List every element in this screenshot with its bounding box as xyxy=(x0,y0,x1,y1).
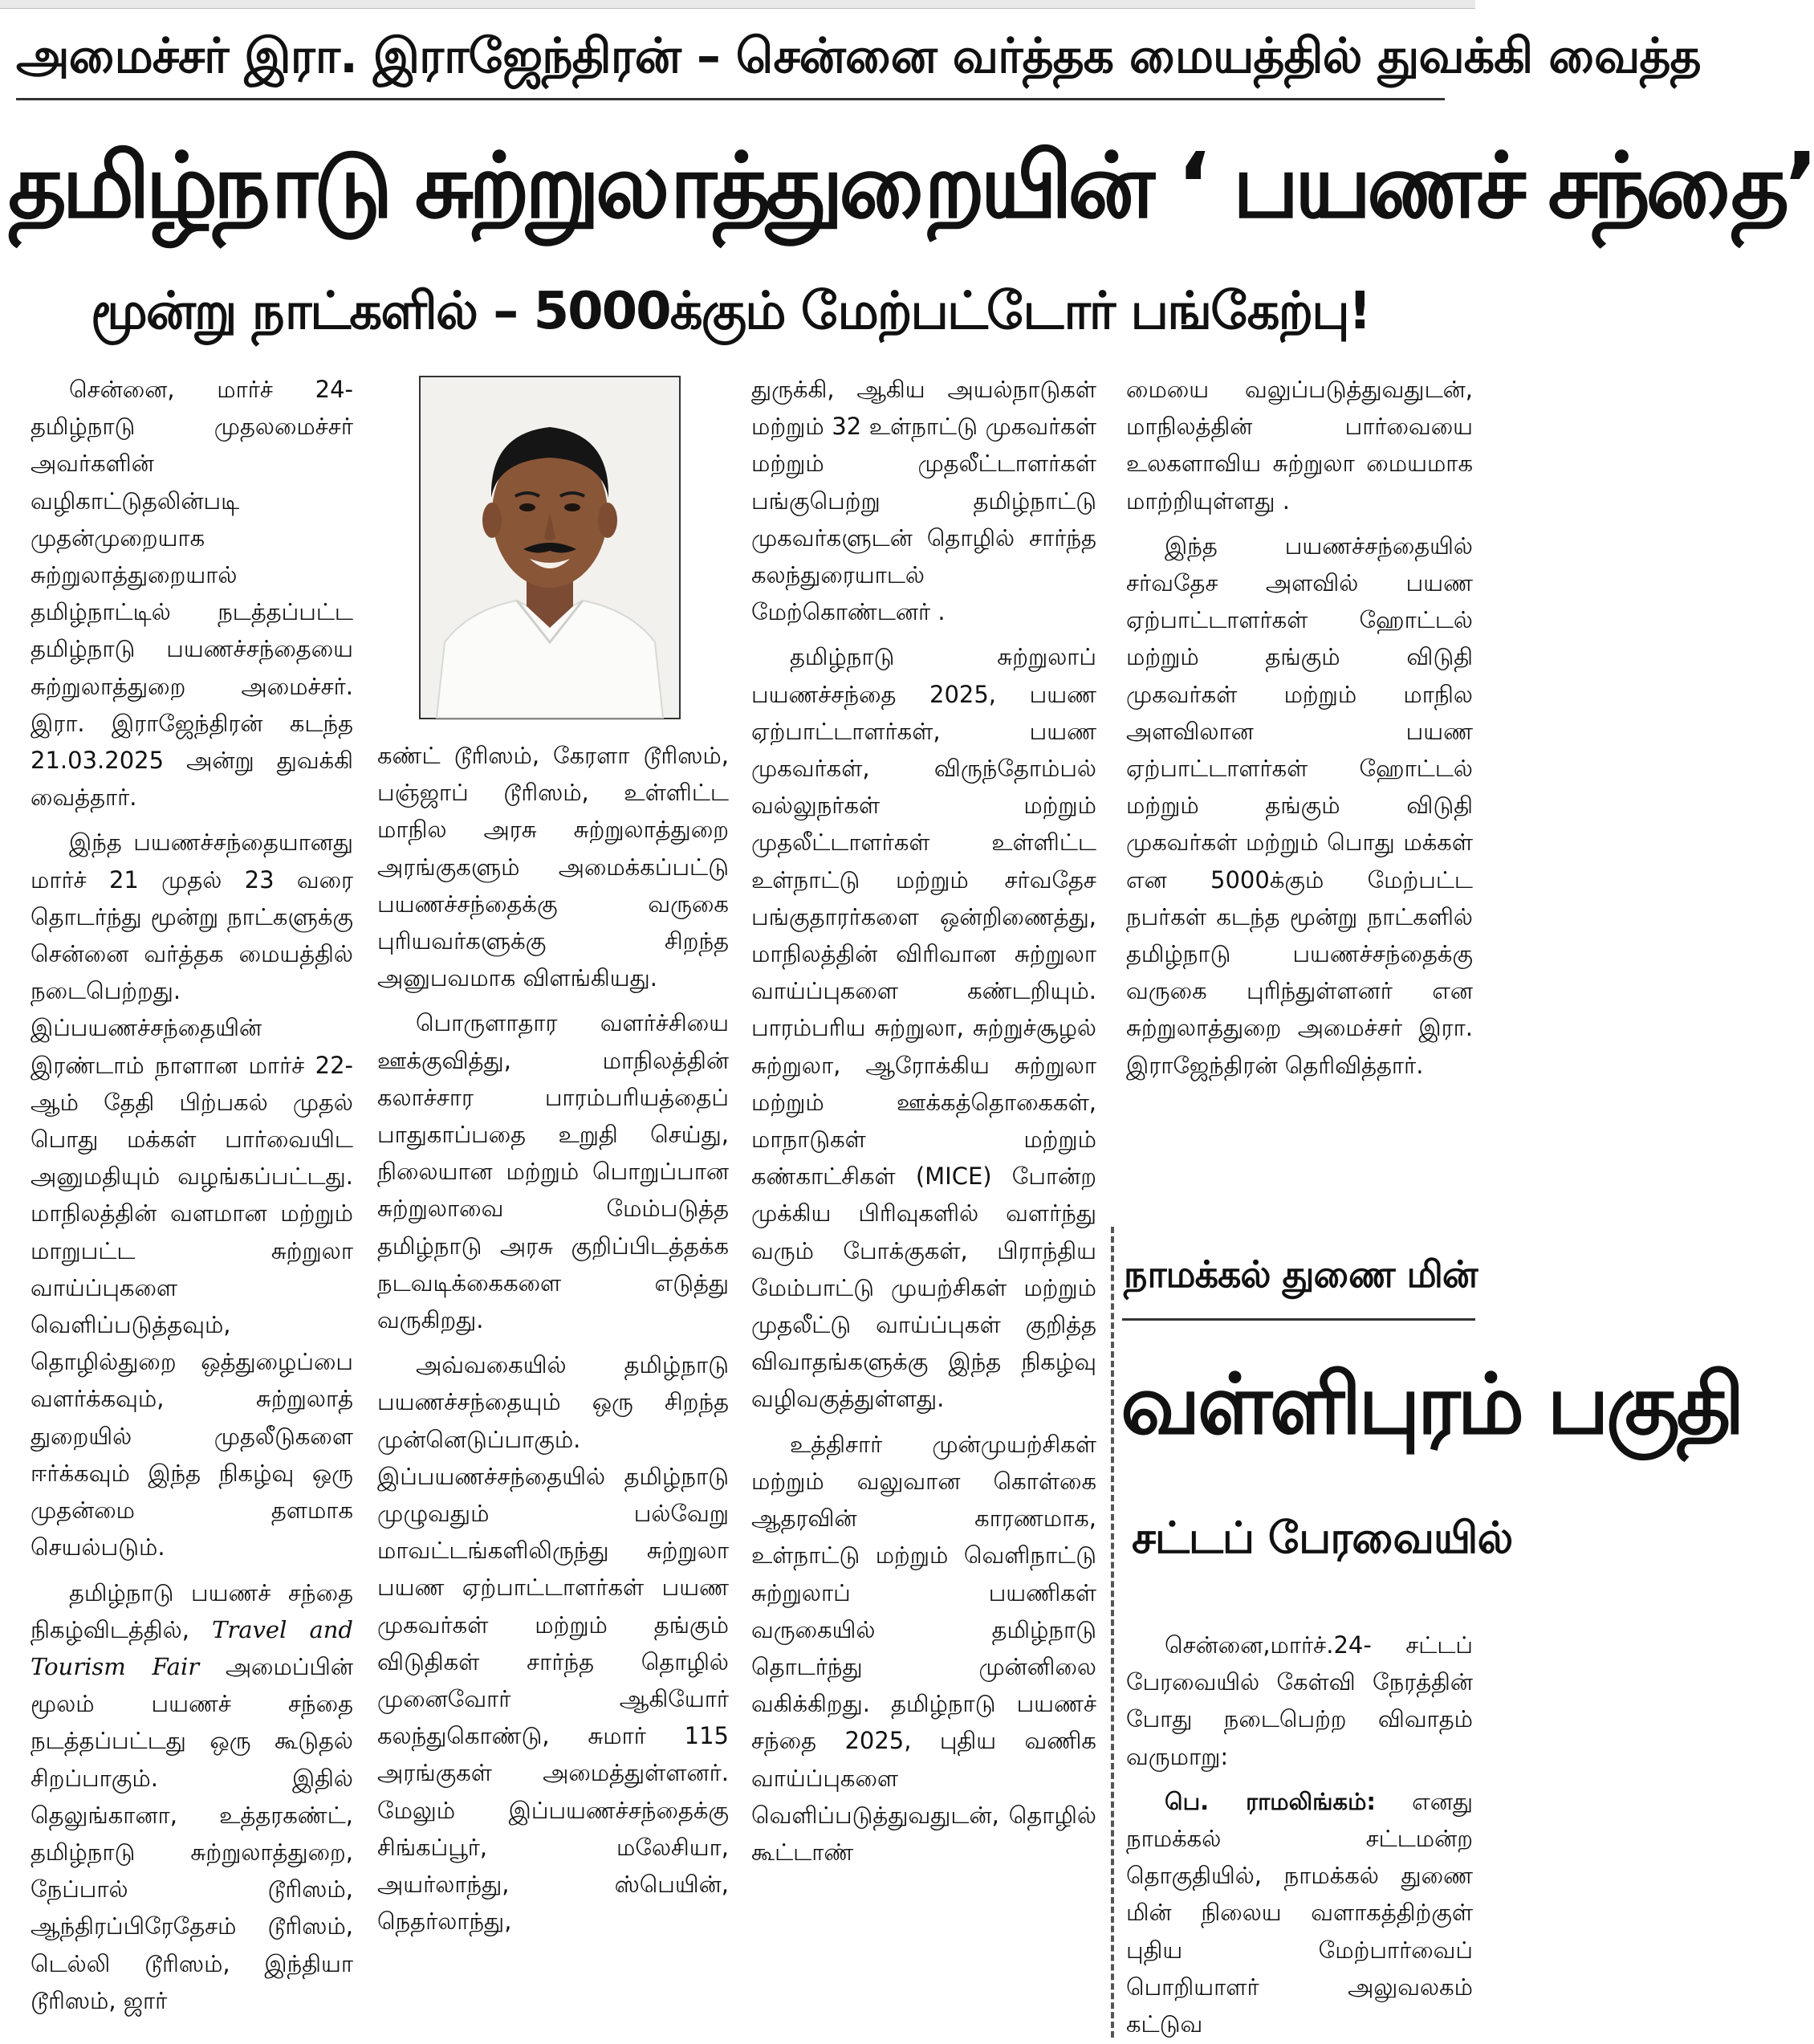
paragraph: கண்ட் டூரிஸம், கேரளா டூரிஸம், பஞ்ஜாப் டூரிஸம், உள்ளிட்ட மாநில அரசு சுற்றுலாத்துறை அரங்குகளும் அமைக்கப்பட்டு பயணச்சந்தைக்கு வருகை புரியவர்களுக்கு சிறந்த அனுபவமாக விளங்கியது. xyxy=(377,742,729,992)
kicker-headline: அமைச்சர் இரா. இராஜேந்திரன் – சென்னை வர்த்தக மையத்தில் துவக்கி வைத்த xyxy=(16,28,1701,84)
kicker-rule xyxy=(16,98,1445,100)
paragraph xyxy=(1126,1783,1473,2042)
sidebar-dashed-border xyxy=(1111,1227,1114,2038)
article-column-3 xyxy=(751,371,1096,1871)
sidebar-subheadline: சட்டப் பேரவையில் xyxy=(1132,1513,1513,1563)
main-headline: தமிழ்நாடு சுற்றுலாத்துறையின் ‘ பயணச் சந்தை’ xyxy=(8,134,1814,238)
article-column-1 xyxy=(31,371,353,2019)
subheadline: மூன்று நாட்களில் – 5000க்கும் மேற்பட்டோர் பங்கேற்பு! xyxy=(91,282,1370,341)
paragraph: சென்னை, மார்ச் 24- தமிழ்நாடு முதலமைச்சர் அவர்களின் வழிகாட்டுதலின்படி முதன்முறையாக சுற்றுலாத்துறையால் தமிழ்நாட்டில் நடத்தப்பட்ட தமிழ்நாடு பயணச்சந்தையை சுற்றுலாத்துறை அமைச்சர். இரா. இராஜேந்திரன் கடந்த 21.03.2025 அன்று துவக்கி வைத்தார். xyxy=(31,376,353,812)
sidebar-article xyxy=(1126,1627,1473,2042)
paragraph: சென்னை,மார்ச்.24- சட்டப் பேரவையில் கேள்வி நேரத்தின் போது நடைபெற்ற விவாதம் வருமாறு: xyxy=(1126,1631,1473,1770)
paragraph: உத்திசார் முன்முயற்சிகள் மற்றும் வலுவான கொள்கை ஆதரவின் காரணமாக, உள்நாட்டு மற்றும் வெளிநாட்டு சுற்றுலாப் பயணிகள் வருகையில் தமிழ்நாடு தொடர்ந்து முன்னிலை வகிக்கிறது. தமிழ்நாடு பயணச் சந்தை 2025, புதிய வணிக வாய்ப்புகளை வெளிப்படுத்துவதுடன், தொழில் கூட்டாண் xyxy=(751,1430,1096,1866)
paragraph: மையை வலுப்படுத்துவதுடன், மாநிலத்தின் பார்வையை உலகளாவிய சுற்றுலா மையமாக மாற்றியுள்ளது . xyxy=(1126,376,1473,515)
sidebar-headline: வள்ளிபுரம் பகுதி xyxy=(1121,1355,1742,1453)
sidebar-kicker: நாமக்கல் துணை மின் xyxy=(1124,1252,1478,1296)
portrait-photo xyxy=(419,376,681,719)
paragraph xyxy=(31,1574,353,2019)
paragraph: துருக்கி, ஆகிய அயல்நாடுகள் மற்றும் 32 உள்நாட்டு முகவர்கள் மற்றும் முதலீட்டாளர்கள் பங்குபெற்று தமிழ்நாட்டு முகவர்களுடன் தொழில் சார்ந்த கலந்துரையாடல் மேற்கொண்டனர் . xyxy=(751,376,1096,626)
italic-text: Travel and Tourism Fair xyxy=(31,1615,353,1680)
portrait-illustration xyxy=(421,377,679,718)
paragraph: அவ்வகையில் தமிழ்நாடு பயணச்சந்தையும் ஒரு சிறந்த முன்னெடுப்பாகும். இப்பயணச்சந்தையில் தமிழ்நாடு முழுவதும் பல்வேறு மாவட்டங்களிலிருந்து சுற்றுலா பயண ஏற்பாட்டாளர்கள் பயண முகவர்கள் மற்றும் தங்கும் விடுதிகள் சார்ந்த தொழில் முனைவோர் ஆகியோர் கலந்துகொண்டு, சுமார் 115 அரங்குகள் அமைத்துள்ளனர். மேலும் இப்பயணச்சந்தைக்கு சிங்கப்பூர், மலேசியா, அயர்லாந்து, ஸ்பெயின், நெதர்லாந்து, xyxy=(377,1351,729,1936)
article-column-4 xyxy=(1126,371,1473,1084)
paragraph: தமிழ்நாடு சுற்றுலாப் பயணச்சந்தை 2025, பயண ஏற்பாட்டாளர்கள், பயண முகவர்கள், விருந்தோம்பல் வல்லுநர்கள் மற்றும் முதலீட்டாளர்கள் உள்ளிட்ட உள்நாட்டு மற்றும் சர்வதேச பங்குதாரர்களை ஒன்றிணைத்து, மாநிலத்தின் விரிவான சுற்றுலா வாய்ப்புகளை கண்டறியும். பாரம்பரிய சுற்றுலா, சுற்றுச்சூழல் சுற்றுலா, ஆரோக்கிய சுற்றுலா மற்றும் ஊக்கத்தொகைகள், மாநாடுகள் மற்றும் கண்காட்சிகள் (MICE) போன்ற முக்கிய பிரிவுகளில் வளர்ந்து வரும் போக்குகள், பிராந்திய மேம்பாட்டு முயற்சிகள் மற்றும் முதலீட்டு வாய்ப்புகள் குறித்த விவாதங்களுக்கு இந்த நிகழ்வு வழிவகுத்துள்ளது. xyxy=(751,643,1096,1413)
text-span: எனது நாமக்கல் சட்டமன்ற தொகுதியில், நாமக்கல் துணை மின் நிலைய வளாகத்திற்குள் புதிய மேற்பார்வைப் பொறியாளர் அலுவலகம் கட்டுவ xyxy=(1126,1787,1473,2038)
text-span: தமிழ்நாடு பயணச் சந்தை நிகழ்விடத்தில், xyxy=(31,1578,353,1643)
article-column-2 xyxy=(377,737,729,1940)
speaker-name: பெ. ராமலிங்கம்: xyxy=(1165,1787,1377,1815)
top-edge-strip xyxy=(0,0,1475,9)
paragraph: இந்த பயணச்சந்தையானது மார்ச் 21 முதல் 23 வரை தொடர்ந்து மூன்று நாட்களுக்கு சென்னை வர்த்தக மையத்தில் நடைபெற்றது. இப்பயணச்சந்தையின் இரண்டாம் நாளான மார்ச் 22-ஆம் தேதி பிற்பகல் முதல் பொது மக்கள் பார்வையிட அனுமதியும் வழங்கப்பட்டது. மாநிலத்தின் வளமான மற்றும் மாறுபட்ட சுற்றுலா வாய்ப்புகளை வெளிப்படுத்தவும், தொழில்துறை ஒத்துழைப்பை வளர்க்கவும், சுற்றுலாத் துறையில் முதலீடுகளை ஈர்க்கவும் இந்த நிகழ்வு ஒரு முதன்மை தளமாக செயல்படும். xyxy=(31,829,353,1562)
paragraph: இந்த பயணச்சந்தையில் சர்வதேச அளவில் பயண ஏற்பாட்டாளர்கள் ஹோட்டல் மற்றும் தங்கும் விடுதி முகவர்கள் மற்றும் மாநில அளவிலான பயண ஏற்பாட்டாளர்கள் ஹோட்டல் மற்றும் தங்கும் விடுதி முகவர்கள் மற்றும் பொது மக்கள் என 5000க்கும் மேற்பட்ட நபர்கள் கடந்த மூன்று நாட்களில் தமிழ்நாடு பயணச்சந்தைக்கு வருகை புரிந்துள்ளனர் என சுற்றுலாத்துறை அமைச்சர் இரா. இராஜேந்திரன் தெரிவித்தார். xyxy=(1126,531,1473,1079)
paragraph: பொருளாதார வளர்ச்சியை ஊக்குவித்து, மாநிலத்தின் கலாச்சார பாரம்பரியத்தைப் பாதுகாப்பதை உறுதி செய்து, நிலையான மற்றும் பொறுப்பான சுற்றுலாவை மேம்படுத்த தமிழ்நாடு அரசு குறிப்பிடத்தக்க நடவடிக்கைகளை எடுத்து வருகிறது. xyxy=(377,1009,729,1334)
text-span: அமைப்பின் மூலம் பயணச் சந்தை நடத்தப்பட்டது ஒரு கூடுதல் சிறப்பாகும். இதில் தெலுங்கானா, உத்தரகண்ட், தமிழ்நாடு சுற்றுலாத்துறை, நேப்பால் டூரிஸம், ஆந்திரப்பிரேதேசம் டூரிஸம், டெல்லி டூரிஸம், இந்தியா டூரிஸம், ஜார் xyxy=(31,1652,353,2014)
sidebar-rule xyxy=(1122,1318,1475,1321)
